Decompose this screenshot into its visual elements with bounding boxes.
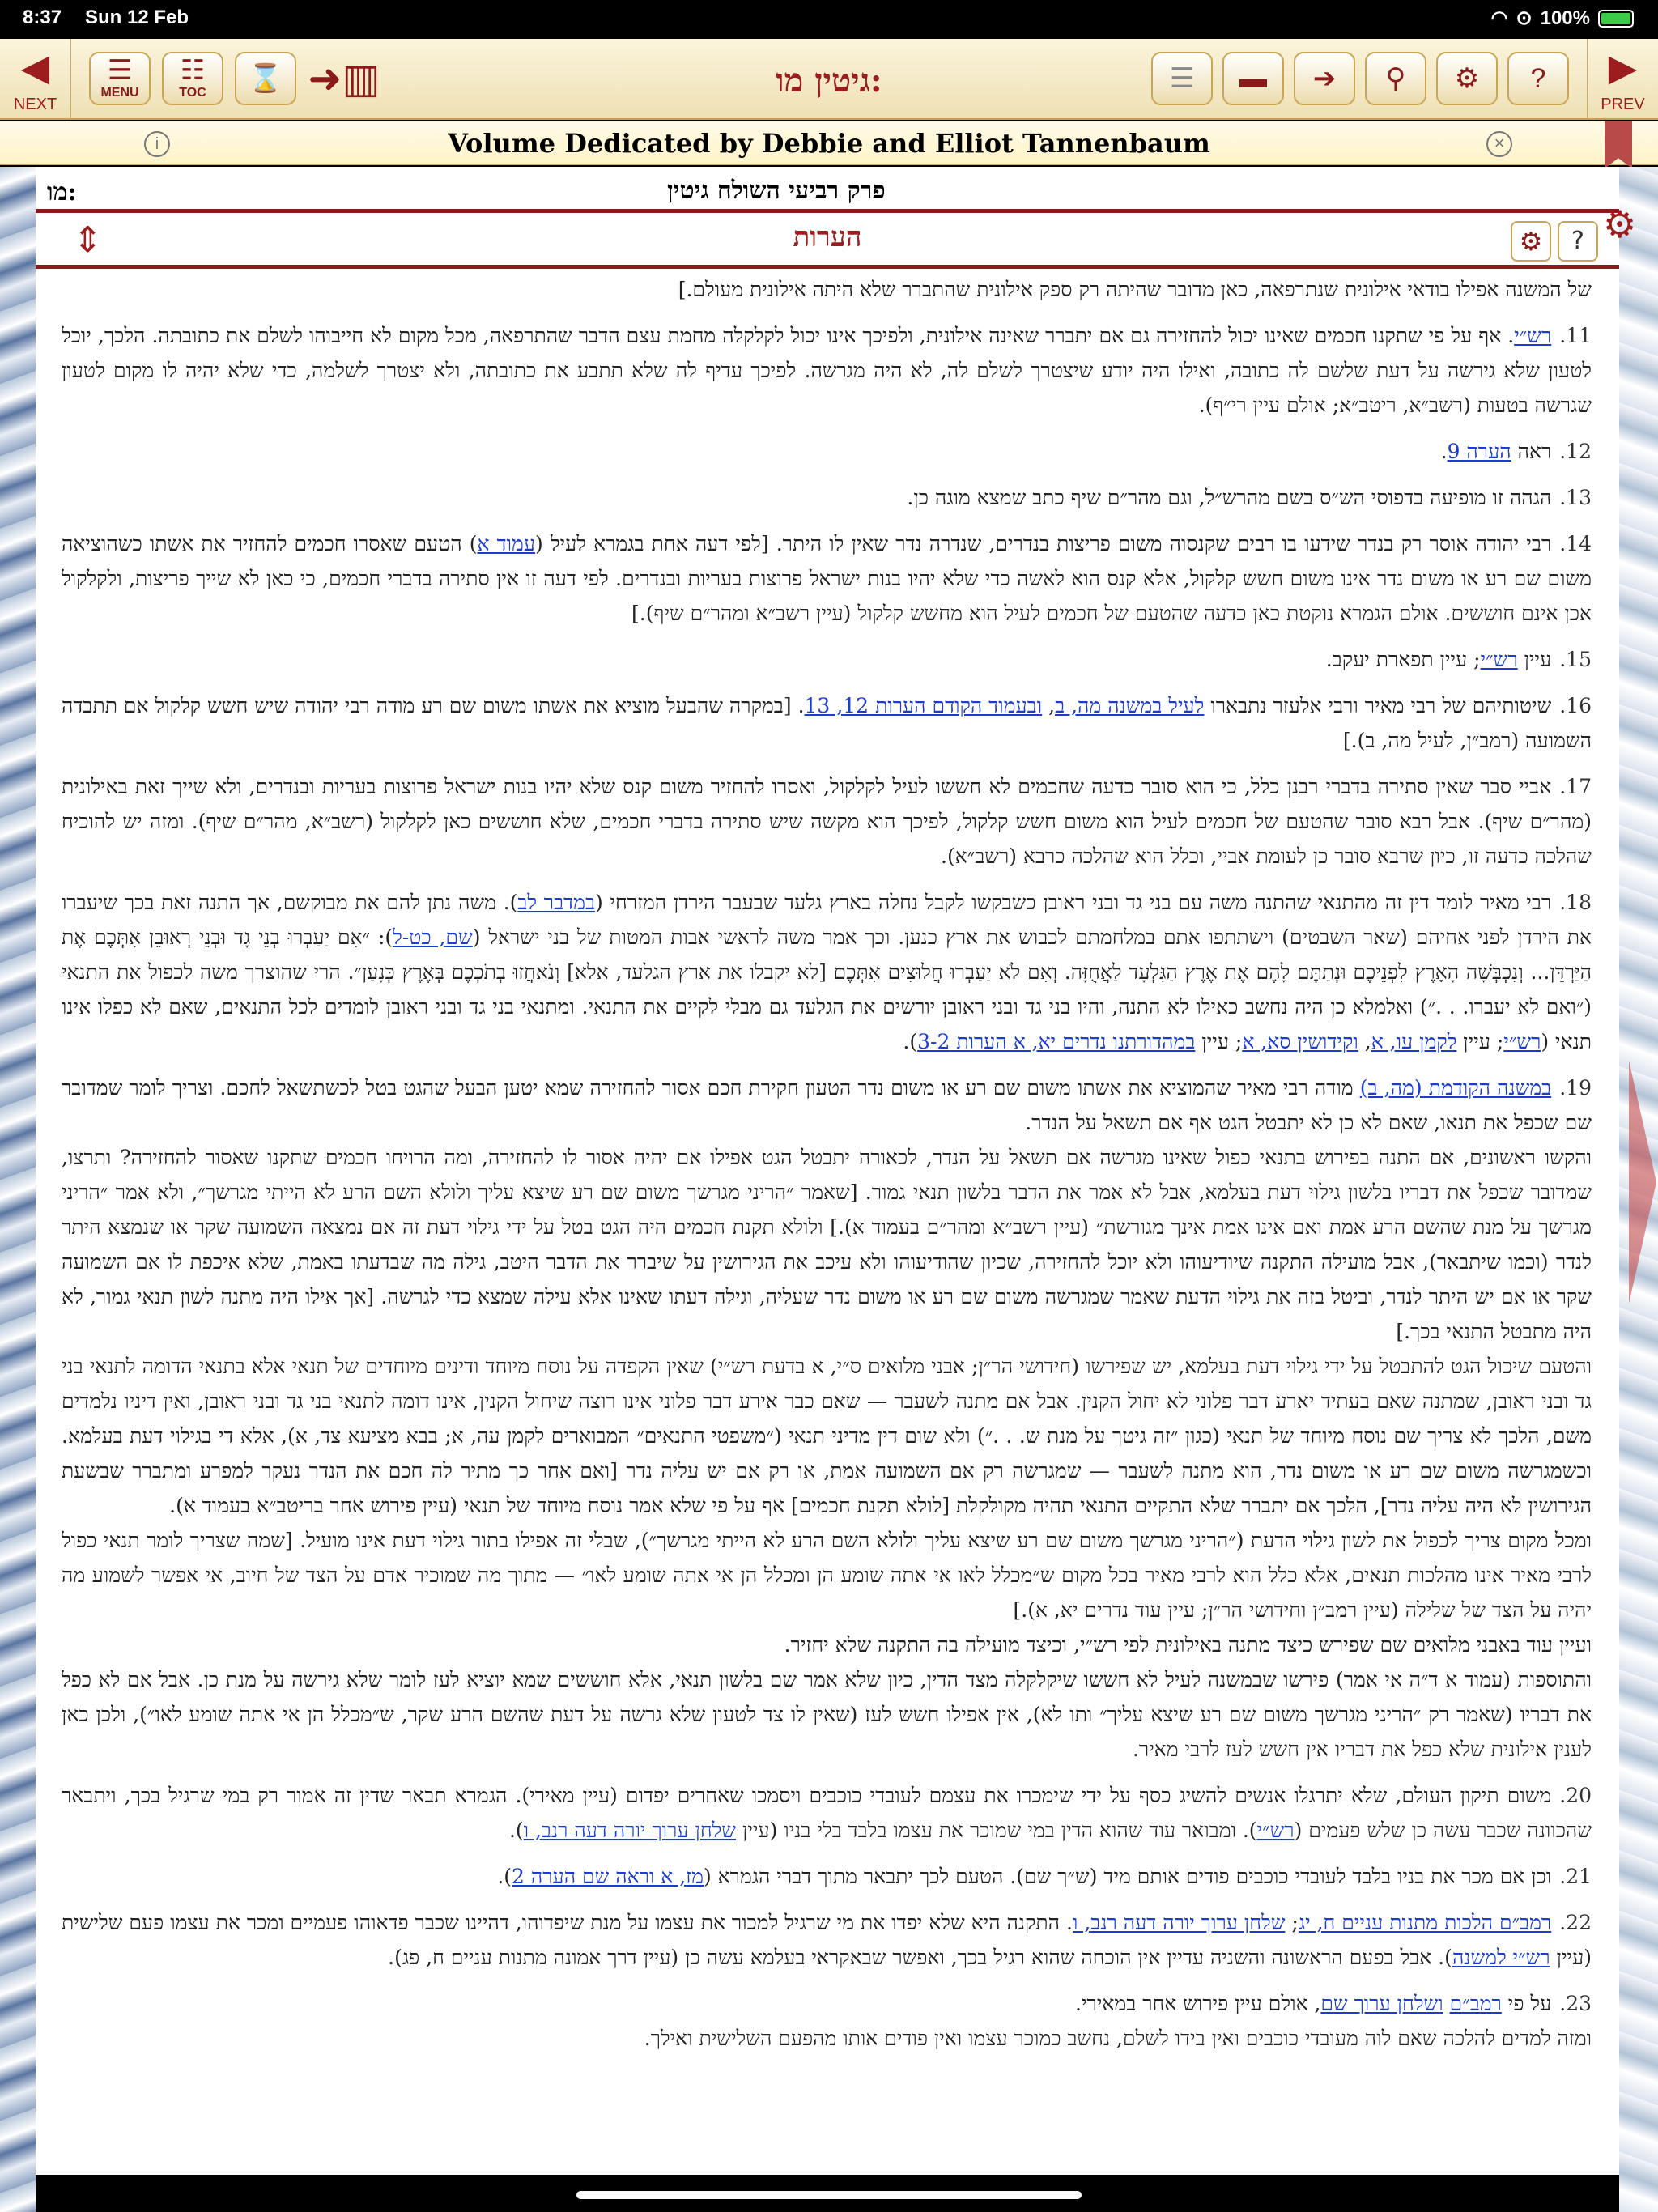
- note-text: משום תיקון העולם, שלא יתרגלו אנשים להשיג כסף על ידי שימכרו את עצמם לעובדי כוכבים ויסמכו שאחרים יפדום (עיין מאירי). הגמרא תבאר שדין זה אמור רק במי שרגיל בכך, ויתבאר שהכוונה שכבר עשה כן שלש פעמים (: [62, 1784, 1592, 1842]
- outer-gear-icon[interactable]: ⚙: [1603, 202, 1637, 246]
- note-text: רבי יהודה אוסר רק בנדר שידעו בו רבים שקנסוה משום פריצות בנדרים, שנדרה נדר שאין לו היתר. [לפי דעה אחת בגמרא לעיל (: [535, 532, 1552, 555]
- note-text: ; עיין תפארת יעקב.: [1325, 648, 1481, 671]
- note-link[interactable]: וקידושין סא, א: [1242, 1030, 1358, 1053]
- right-arrow-icon: ▶: [1608, 46, 1638, 88]
- note-text: ; עיין: [1195, 1030, 1243, 1053]
- note-number: 18.: [1559, 891, 1592, 914]
- note-number: 14.: [1559, 532, 1592, 555]
- note-text: על פי: [1501, 1992, 1552, 2015]
- note-text: . [במקרה שהבעל מוציא את אשתו משום שם רע מודה רבי יהודה שיש חשש קלקול אם תתבדה השמועה (רמב״ן, לעיל מה, ב).]: [62, 694, 1592, 752]
- wifi-icon: ◠: [1490, 7, 1508, 29]
- note-paragraph: [62, 1070, 1592, 1140]
- note-text: אפילו: [1456, 278, 1499, 301]
- note-paragraph: ומכל מקום צריך לכפול את לשון גילוי הדעת (״הריני מגרשך משום שם רע שיצא עליך ולולא השם הרע לא הייתי מגרשך״), שבלי זה אפילו בתור גילוי דעת אינו מועיל. [שמה שצריך לומר תנאי כפול לרבי מאיר אינו מהלכות תנאים, אלא כלל הוא לרבי מאיר בכל מקום ש״מכלל לאו אי אתה שומע הן ומכלל הן אי אתה שומע לאו״ — מתוך מה שמוכיר אדם על הצד של חיוב, אי אפשר לשמוע מה יהיה על הצד של שלילה (עיין רמב״ן וחידושי הר״ן; עיין עוד נדרים יא, א).]: [62, 1529, 1592, 1622]
- note-paragraph: [62, 1905, 1592, 1975]
- note-link[interactable]: שלחן ערוך יורה דעה רנב, ו: [523, 1819, 737, 1842]
- note-paragraph: והתוספות (עמוד א ד״ה אי אמר) פירשו שבמשנה לעיל לא חששו שיקלקלה מצד הדין, כיון שלא אמר שם בלשון תנאי, אלא חוששים שמא יוציא לעז לומר שלא גירשה על מנת כן. אבל אם לא כפל את דבריו (שאמר רק ״הריני מגרשך משום שם רע שיצא עליך״ ותו לא), אין אפילו חשש לעז (שאין לו צד לטעון שלא גרשה על דעת שהשם הרע שקר, ש״מכלל הן אי אתה שומע לאו״), ולכן כאן לענין אילונית שלא כפל את דבריו אין חשש לעז לרבי מאיר.: [62, 1668, 1592, 1761]
- note-link[interactable]: רש״י: [1503, 1030, 1541, 1053]
- note-number: 21.: [1559, 1865, 1592, 1888]
- help-button[interactable]: [1507, 52, 1569, 105]
- note-text: ,: [1358, 1030, 1371, 1053]
- prev-label: PREV: [1601, 96, 1645, 113]
- note-text: ).: [508, 1819, 524, 1842]
- note-text: ; עיין: [1456, 1030, 1504, 1053]
- note-number: 22.: [1559, 1911, 1592, 1934]
- note-paragraph: [62, 1986, 1592, 2021]
- note-link[interactable]: לעיל במשנה מה, ב: [1055, 694, 1205, 717]
- next-label: NEXT: [13, 96, 57, 113]
- note-item: [62, 769, 1592, 874]
- note-paragraph: [62, 688, 1592, 758]
- note-item: [62, 642, 1592, 677]
- note-text: ). ומבואר עוד שהוא הדין במי שמוכר את עצמו בלבד בלי בניו (עיין: [736, 1819, 1257, 1842]
- status-right: [1491, 6, 1634, 30]
- note-paragraph: [62, 434, 1592, 469]
- note-number: 16.: [1559, 694, 1592, 717]
- notes-list[interactable]: [62, 272, 1592, 2175]
- amud-label: מו:: [47, 178, 77, 206]
- battery-percent: 100%: [1540, 6, 1590, 29]
- note-item: [62, 1778, 1592, 1848]
- settings-button[interactable]: [1436, 52, 1498, 105]
- note-link[interactable]: שם, כט-ל: [393, 925, 473, 949]
- status-time: 8:37: [23, 6, 62, 28]
- note-item: [62, 1859, 1592, 1894]
- note-link[interactable]: רש״י: [1256, 1819, 1295, 1842]
- note-item: [62, 318, 1592, 423]
- note-item: [62, 885, 1592, 1059]
- note-paragraph: [62, 1778, 1592, 1848]
- note-item: [62, 688, 1592, 758]
- note-paragraph: [62, 318, 1592, 423]
- note-item: [62, 480, 1592, 515]
- note-text: ).: [903, 1030, 918, 1053]
- note-link[interactable]: מז, א וראה שם הערה 2: [512, 1865, 704, 1888]
- notes-panel-header: [36, 209, 1619, 269]
- menu-icon: ☰: [107, 55, 133, 86]
- note-paragraph: [62, 272, 1592, 307]
- goto-button[interactable]: [1294, 52, 1355, 105]
- page-title: גיטין מו:: [776, 62, 882, 100]
- open-book-button[interactable]: [306, 52, 382, 105]
- menu-button[interactable]: [89, 52, 151, 105]
- note-text: ראה: [1511, 440, 1552, 463]
- book-arrow-icon: ➜▥: [308, 56, 380, 101]
- note-number: 11.: [1559, 324, 1592, 347]
- note-text: ;: [1285, 1911, 1299, 1934]
- note-text: ): ״אִם יַעַבְרוּ בְנֵי גָד וּבְנֵי רְאוּבֵן אִתְּכֶם אֶת הַיַּרְדֵּן... וְנִכְבְּשָׁה הָאָרֶץ לִפְנֵיכֶם וּנְתַתֶּם לָהֶם אֶת אֶרֶץ הַגִּלְעָד לַאֲחֻזָּה. וְאִם לֹא יַעַבְרוּ חֲלוּצִים אִתְּכֶם [לא יקבלו את ארץ הגלעד, אלא] וְנֹאחֲזוּ בְתֹכְכֶם בְּאֶרֶץ כְּנָעַן״. הרי שהוצרך משה לכפול את התנאי (״ואם לא יעברו. . .״) ואלמלא כן היה נחשב כאילו לא התנה, והיו בני גד ובני ראובן יורשים את הגלעד גם מבלי לקיים את התנאי. ומתנאי בני גד ובני ראובן לומדים לכל התנאים, שאם לא כפלו אינו תנאי (: [62, 925, 1592, 1053]
- arrow-right-icon: ➔: [1312, 63, 1337, 94]
- note-item: [62, 526, 1592, 631]
- note-text: ). משה נתן להם את מבוקשם, אך התנה זאת בכך שיעברו את הירדן לפני אחיהם (שאר השבטים) וישתתפו אתם במלחמתם לכבוש את ארץ כנען. וכך אמר משה לראשי אבות המטות של בני ישראל (: [62, 891, 1592, 949]
- status-bar: [0, 0, 1658, 39]
- note-item: [62, 1070, 1592, 1767]
- note-item: [62, 272, 1592, 307]
- note-paragraph: ומזה למדים להלכה שאם לוה מעובדי כוכבים ואין בידו לשלם, נחשב כמוכר עצמו ואין פודים אותו מהפעם השלישית ואילך.: [644, 2027, 1592, 2050]
- note-link[interactable]: ובעמוד הקודם הערות 12, 13: [804, 694, 1043, 717]
- toc-label: TOC: [179, 86, 206, 100]
- note-text: של המשנה: [1499, 278, 1592, 301]
- note-text: , אולם עיין פירוש אחר במאירי.: [1075, 1992, 1321, 2015]
- note-link[interactable]: במדבר לב: [517, 891, 596, 914]
- note-text: . התקנה היא שלא יפדו את מי שרגיל למכור את עצמו על מנת שיפדוהו, דהיינו שכבר פדאוהו פעמיים ומכר את עצמו פעם שלישית (עיין: [62, 1911, 1592, 1969]
- note-text: מודה רבי מאיר שהמוציא את אשתו משום שם רע או משום נדר הטעון חקירת חכם אסור להחזירה שמא יטען הבעל שהגט בטל לכשתשאל לחכם. וצריך לומר שמדובר שם שכפל את תנאו, שאם לא כן לא יתבטל הגט אף אם תשאל על הנדר.: [62, 1076, 1592, 1134]
- note-link[interactable]: במשנה הקודמת (מה, ב): [1359, 1076, 1552, 1100]
- hourglass-icon: ⌛: [248, 63, 283, 94]
- note-text: [1443, 1992, 1450, 2015]
- info-icon[interactable]: i: [144, 131, 170, 157]
- gear-icon: ⚙: [1454, 63, 1480, 94]
- note-link[interactable]: במהדורתנו נדרים יא, א הערות 3-2: [917, 1030, 1196, 1053]
- note-link[interactable]: הערה 9: [1447, 440, 1511, 463]
- note-text: וכן אם מכר את בניו בלבד לעובדי כוכבים פודים אותם מיד (ש״ך שם). הטעם לכך יתבאר מתוך דברי הגמרא (: [703, 1865, 1552, 1888]
- toolbar: [0, 39, 1658, 120]
- note-link[interactable]: לקמן עו, א: [1371, 1030, 1457, 1053]
- help-icon: ?: [1530, 63, 1546, 94]
- home-indicator[interactable]: [576, 2191, 1082, 2199]
- notes-title: הערות: [793, 221, 862, 253]
- dedication-bar: [0, 121, 1658, 165]
- note-item: [62, 434, 1592, 469]
- note-text: אביי סבר שאין סתירה בדברי רבנן כלל, כי הוא סובר כדעה שחכמים לא חששו לעיל לקלקול, ואסרו להחזיר משום קנס שלא יהיו בנות ישראל פרוצות בעריות ובנדרים, ולא שייך זאת באילונית (מהר״ם שיף). אבל רבא סובר שהטעם של חכמים לעיל הוא משום חשש קלקול, לפיכך הוא מקשה שיש סתירה בדברי חכמים, שלא חוששים כאן לקלקול (רשב״א, מהר״ם שיף). ומזה יש להוכיח שהלכה כדעה זו, כיון שרבא סובר כן לעומת אביי, וכלל הוא שהלכה כרבא (רשב״א).: [62, 775, 1592, 868]
- note-text: .: [1440, 440, 1448, 463]
- note-link[interactable]: רש״י למשנה: [1452, 1946, 1550, 1969]
- note-paragraph: [62, 480, 1592, 515]
- note-text: בודאי אילונית שנתרפאה, כאן מדובר שהיתה רק ספק אילונית שהתברר שלא היתה אילונית מעולם.]: [678, 278, 1456, 301]
- note-item: [62, 1905, 1592, 1975]
- history-button[interactable]: [235, 52, 296, 105]
- expand-vertical-icon[interactable]: ⇕: [73, 219, 103, 261]
- status-date: Sun 12 Feb: [85, 6, 189, 28]
- close-icon[interactable]: ×: [1486, 131, 1512, 157]
- text-lines-icon: ☰: [1169, 63, 1195, 94]
- note-text: עיין: [1517, 648, 1552, 671]
- search-button[interactable]: [1365, 52, 1426, 105]
- note-text: ) הטעם שאסרו חכמים להחזיר את אשתו כשהוציאה משום שם רע או משום נדר אינו משום חשש קלקול, אלא קנס הוא לאשה כדי שלא יהיו בנות ישראל פרוצות בעריות ובנדרים. לפי דעה זו אין סתירה בדברי חכמים, כי כאן לא שייך פריצות, ולקלקול אכן אינם חוששים. אולם הגמרא נוקטת כאן כדעה שהטעם של חכמים לעיל הוא מחשש קלקול (עיין רשב״א ומהר״ם שיף).]: [62, 532, 1592, 625]
- note-number: 20.: [1559, 1784, 1592, 1807]
- left-marble-border: [0, 167, 36, 2212]
- note-text: הגהה זו מופיעה בדפוסי הש״ס בשם מהרש״ל, וגם מהר״ם שיף כתב שמצא מוגה כן.: [907, 486, 1552, 509]
- note-link[interactable]: רמב״ם: [1449, 1992, 1502, 2015]
- left-arrow-icon: ◀: [20, 46, 50, 88]
- note-paragraph: והטעם שיכול הגט להתבטל על ידי גילוי דעת בעלמא, יש שפירשו (חידושי הר״ן; אבני מלואים ס״י, א בדעת רש״י) שאין הקפדה על נוסח מיוחד ודינים מיוחדים של תנאי אלא בתנאי הדומה לתנאי בני גד ובני ראובן, שמתנה שאם בעתיד יארע דבר פלוני לא יחול הקנין. אבל אם מתנה לשעבר — שאם כבר אירע דבר פלוני אינו רוצה שיחול הקנין, אינו דומה לתנאי בני גד ובני ראובן, ואין דיניו נלמדים משם, הלכך לא צריך שם נוסח מיוחד של תנאי (כגון ״זה גיטך על מנת ש. . .״) ולא שום דין מדיני תנאי (״משפטי התנאים״ המבוארים לקמן עה, א; בבא מציעא צד, א), אלא די בגילוי דעת בעלמא. וכשמגרשה משום שם רע או משום נדר, הוא מתנה לשעבר — שמגרשה רק אם השמועה אמת, או רק אם יש עליה נדר [ואם אחר כך מתיר לה חכם את הנדר נעקר למפרע ומתברר שבשעת הגירושין לא היה עליה נדר], הלכך אם יתברר שלא התקיים התנאי תהיה מקולקלת [לולא תקנת חכמים] אף על פי שלא אמר נוסח מיוחד של תנאי (עיין פירוש אחר בריטב״א בעמוד א).: [62, 1355, 1592, 1517]
- note-paragraph: והקשו ראשונים, אם התנה בפירוש בתנאי כפול שאינו מגרשה אם תשאל על הנדר, לכאורה יתבטל הגט אפילו אם יהיה אסור לו להחזירה, ומה הרויחו חכמים שתקנו שאסור להחזירה? ותרצו, שמדובר שכפל את דבריו בלשון גילוי דעת בעלמא, אבל לא אמר את הדבר בלשון תנאי גמור. [שאמר ״הריני מגרשך משום שם רע שיצא עליך ולולא השם הרע לא הייתי מגרשך״, ולא אמר ״הריני מגרשך על מנת שהשם הרע אמת ואם אינו אמת אינך מגורשת״ (עיין רשב״א ומהר״ם בעמוד א).] ולולא תקנת חכמים היה הגט בטל על ידי גילוי דעת זה אם נמצאה השמועה שקר או שנמצא היתר לנדר (וכמו שיתבאר), אבל מועילה התקנה שיודיעוהו ולא יוכל להחזירה, שכיון שהודיעוהו ולא עיכב את הגירושין על שיברר את הדבר היטב, גילה מה שבדעתו באמת, שלא איכפת לו אם השמועה שקר או אם יש היתר לנדר, וביטל בזה את גילוי הדעת שאמר שמגרשה משום שם רע או משום נדר שעליה, וגילה דעתו שאינו אלא עילה שמצא כדי לגרשה. [אך אילו היה מתנה לשון תנאי גמור, לא היה מתבטל התנאי בכך.]: [62, 1146, 1592, 1343]
- note-number: 13.: [1559, 486, 1592, 509]
- notes-gear-icon[interactable]: ⚙: [1511, 221, 1551, 262]
- rotation-lock-icon: ⊙: [1516, 7, 1533, 29]
- note-text: ,: [1042, 694, 1056, 717]
- note-link[interactable]: עמוד א: [477, 532, 536, 555]
- list-icon: ☷: [180, 55, 206, 86]
- note-number: 23.: [1559, 1992, 1592, 2015]
- notes-page: [36, 167, 1619, 2175]
- note-number: 17.: [1559, 775, 1592, 798]
- page-header: [36, 175, 1619, 207]
- note-text: שיטותיהם של רבי מאיר ורבי אלעזר נתבארו: [1204, 694, 1552, 717]
- search-icon: ⚲: [1385, 63, 1406, 94]
- note-number: 12.: [1559, 440, 1592, 463]
- toc-button[interactable]: [162, 52, 223, 105]
- chapter-header: פרק רביעי השולח גיטין: [667, 177, 886, 205]
- menu-label: MENU: [100, 86, 139, 100]
- note-text: רבי מאיר לומד דין זה מהתנאי שהתנה משה עם בני גד ובני ראובן כשבקשו לקבל נחלה בארץ גלעד שבעבר הירדן המזרחי (: [595, 891, 1552, 914]
- note-link[interactable]: שלחן ערוך יורה דעה רנב, ו: [1072, 1911, 1286, 1934]
- notes-help-icon[interactable]: ?: [1558, 221, 1598, 262]
- layout-button[interactable]: [1151, 52, 1213, 105]
- note-link[interactable]: רש״י: [1480, 648, 1518, 671]
- note-paragraph: [62, 885, 1592, 1059]
- briefcase-icon: ▬: [1239, 63, 1267, 94]
- note-link[interactable]: רמב״ם הלכות מתנות עניים ח, יג: [1298, 1911, 1552, 1934]
- note-text: . אף על פי שתקנו חכמים שאינו יכול להחזירה גם אם יתברר שאינה אילונית, ולפיכך אינו יכול לקלקלה מחמת עצם הדבר שהתרפאה, מכל מקום לא חייבוהו לשלם את כתובתה. הלכך, יוכל לטעון שלא גירשה על דעת שלשם לה כתובה, ואילו היה יודע שיצטרך לשלם לה, לא היה מגרשה. לפיכך עדיף לה שלא תתבע את כתובתה, ולא יצטרך לשלמה, כדי שלא יהיה לו מקום לטעון שגרשה בטעות (רשב״א, ריטב״א; אולם עיין רי״ף).: [62, 324, 1592, 417]
- note-paragraph: [62, 642, 1592, 677]
- briefcase-button[interactable]: [1222, 52, 1284, 105]
- battery-icon: [1598, 10, 1634, 28]
- note-link[interactable]: רש״י: [1514, 324, 1552, 347]
- note-number: 15.: [1559, 648, 1592, 671]
- note-paragraph: ועיין עוד באבני מלואים שם שפירש כיצד מתנה באילונית לפי רש״י, וכיצד מועילה בה התקנה שלא יחזיר.: [784, 1633, 1592, 1657]
- dedication-text: Volume Dedicated by Debbie and Elliot Tannenbaum: [448, 128, 1210, 159]
- note-text: ). אבל בפעם הראשונה והשניה עדיין אין הוכחה שהוא רגיל בכך, ואפשר שבאקראי בעלמא עשה כן (עיין דרך אמונה מתנות עניים ח, פג).: [388, 1946, 1452, 1969]
- note-item: [62, 1986, 1592, 2056]
- note-number: 19.: [1559, 1076, 1592, 1100]
- prev-button[interactable]: [1587, 39, 1658, 120]
- note-paragraph: [62, 769, 1592, 874]
- next-button[interactable]: [0, 39, 71, 120]
- note-paragraph: [62, 526, 1592, 631]
- note-paragraph: [62, 1859, 1592, 1894]
- note-link[interactable]: ושלחן ערוך שם: [1320, 1992, 1443, 2015]
- note-text: ).: [497, 1865, 512, 1888]
